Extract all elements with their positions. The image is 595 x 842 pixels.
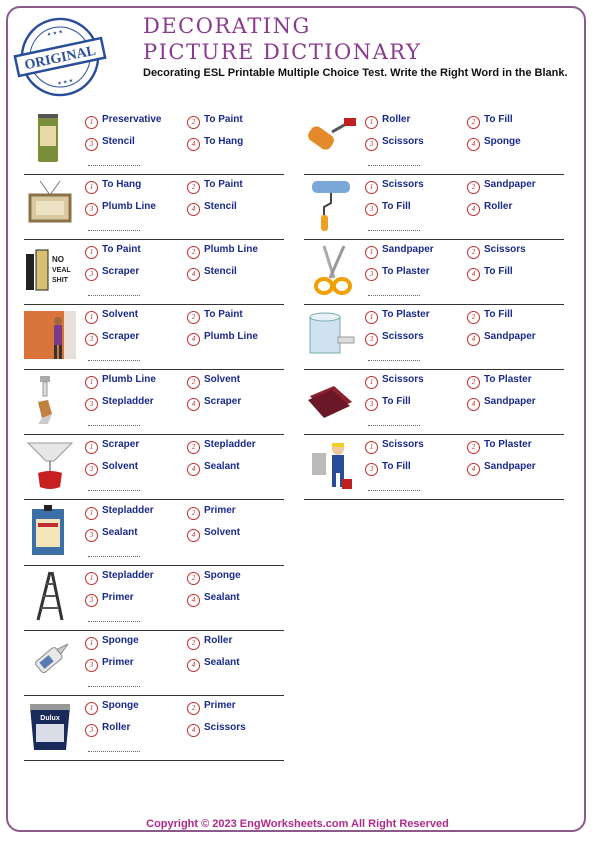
answer-option[interactable]: Sandpaper	[382, 244, 434, 255]
answer-option[interactable]: To Hang	[102, 179, 142, 190]
option-number-3: 3	[365, 268, 378, 281]
answer-option[interactable]: Roller	[484, 201, 513, 212]
answer-option[interactable]: Primer	[204, 700, 236, 711]
answer-option[interactable]: Stencil	[102, 136, 135, 147]
option-number-1: 1	[365, 441, 378, 454]
answer-option[interactable]: Sealant	[102, 527, 138, 538]
option-number-4: 4	[187, 138, 200, 151]
option-number-3: 3	[365, 398, 378, 411]
option-number-3: 3	[365, 138, 378, 151]
option-number-1: 1	[365, 246, 378, 259]
framed-picture-icon	[24, 177, 76, 233]
sealant-tube-icon	[24, 633, 76, 689]
option-number-3: 3	[85, 594, 98, 607]
option-number-3: 3	[85, 203, 98, 216]
left-question-1	[24, 112, 284, 175]
option-number-2: 2	[187, 637, 200, 650]
answer-option[interactable]: To Paint	[102, 244, 141, 255]
answer-option[interactable]: Plumb Line	[204, 244, 258, 255]
answer-option[interactable]: Stepladder	[102, 505, 154, 516]
right-question-4	[304, 307, 564, 370]
option-number-2: 2	[187, 441, 200, 454]
option-number-2: 2	[187, 116, 200, 129]
option-number-1: 1	[85, 181, 98, 194]
instructions: Decorating ESL Printable Multiple Choice Test. Write the Right Word in the Blank.	[143, 67, 568, 79]
answer-option[interactable]: Solvent	[204, 527, 241, 538]
answer-blank[interactable]	[88, 230, 140, 231]
option-number-4: 4	[187, 659, 200, 672]
option-number-1: 1	[85, 702, 98, 715]
answer-option[interactable]: Plumb Line	[204, 331, 258, 342]
option-number-4: 4	[187, 203, 200, 216]
answer-option[interactable]: Sandpaper	[484, 331, 536, 342]
option-number-3: 3	[85, 724, 98, 737]
left-question-4	[24, 307, 284, 370]
option-number-1: 1	[85, 246, 98, 259]
answer-option[interactable]: Scissors	[204, 722, 246, 733]
answer-blank[interactable]	[88, 490, 140, 491]
right-question-6	[304, 437, 564, 500]
answer-blank[interactable]	[88, 686, 140, 687]
answer-blank[interactable]	[368, 230, 420, 231]
left-question-5	[24, 372, 284, 435]
answer-option[interactable]: Scissors	[382, 439, 424, 450]
option-number-1: 1	[365, 311, 378, 324]
svg-text:★ ★ ★: ★ ★ ★	[56, 77, 74, 88]
option-number-2: 2	[467, 116, 480, 129]
option-number-1: 1	[365, 116, 378, 129]
svg-text:Dulux: Dulux	[40, 715, 60, 722]
answer-option[interactable]: Sponge	[484, 136, 521, 147]
option-number-1: 1	[85, 637, 98, 650]
option-number-4: 4	[467, 268, 480, 281]
answer-option[interactable]: Solvent	[204, 374, 241, 385]
answer-blank[interactable]	[88, 751, 140, 752]
answer-option[interactable]: To Plaster	[382, 266, 430, 277]
option-number-1: 1	[365, 376, 378, 389]
answer-option[interactable]: To Paint	[204, 179, 243, 190]
answer-option[interactable]: To Fill	[382, 201, 411, 212]
answer-option[interactable]: Scraper	[102, 266, 140, 277]
scissors-icon	[304, 242, 356, 298]
option-number-3: 3	[85, 138, 98, 151]
primer-bucket-icon	[24, 698, 76, 754]
answer-option[interactable]: To Paint	[204, 309, 243, 320]
option-number-2: 2	[187, 181, 200, 194]
answer-option[interactable]: Solvent	[102, 309, 139, 320]
answer-option[interactable]: Scissors	[484, 244, 526, 255]
option-number-1: 1	[85, 376, 98, 389]
answer-option[interactable]: Sponge	[102, 700, 139, 711]
stepladder-icon	[24, 568, 76, 624]
primer-can-icon	[24, 112, 76, 168]
left-question-3	[24, 242, 284, 305]
answer-option[interactable]: To Fill	[382, 461, 411, 472]
option-number-4: 4	[187, 268, 200, 281]
option-number-4: 4	[467, 203, 480, 216]
answer-option[interactable]: Scissors	[382, 136, 424, 147]
option-number-4: 4	[187, 398, 200, 411]
option-number-1: 1	[85, 507, 98, 520]
answer-blank[interactable]	[88, 360, 140, 361]
option-number-3: 3	[85, 659, 98, 672]
option-number-1: 1	[85, 572, 98, 585]
answer-option[interactable]: Roller	[102, 722, 131, 733]
answer-option[interactable]: Scraper	[204, 396, 242, 407]
option-number-4: 4	[187, 724, 200, 737]
answer-option[interactable]: Stepladder	[102, 570, 154, 581]
left-question-6	[24, 437, 284, 500]
answer-option[interactable]: Plumb Line	[102, 201, 156, 212]
answer-option[interactable]: Scissors	[382, 374, 424, 385]
page-title-line1: DECORATING	[143, 14, 311, 38]
svg-text:ORIGINAL: ORIGINAL	[23, 43, 98, 74]
svg-text:★ ★ ★: ★ ★ ★	[46, 28, 64, 39]
option-number-3: 3	[85, 333, 98, 346]
plumb-bob-icon	[24, 437, 76, 493]
option-number-4: 4	[187, 463, 200, 476]
option-number-2: 2	[467, 246, 480, 259]
left-question-9	[24, 633, 284, 696]
option-number-2: 2	[187, 702, 200, 715]
stencil-icon	[24, 242, 76, 298]
answer-option[interactable]: Primer	[102, 592, 134, 603]
right-question-2	[304, 177, 564, 240]
answer-blank[interactable]	[368, 490, 420, 491]
answer-option[interactable]: To Plaster	[382, 309, 430, 320]
answer-blank[interactable]	[88, 621, 140, 622]
svg-text:NO: NO	[52, 255, 64, 264]
answer-option[interactable]: Primer	[102, 657, 134, 668]
right-question-1	[304, 112, 564, 175]
painter-on-wall-icon	[24, 307, 76, 363]
left-question-8	[24, 568, 284, 631]
option-number-2: 2	[187, 311, 200, 324]
answer-blank[interactable]	[368, 165, 420, 166]
sandpaper-icon	[304, 372, 356, 428]
option-number-2: 2	[187, 246, 200, 259]
scraper-tools-icon	[24, 372, 76, 428]
plasterer-icon	[304, 437, 356, 493]
roller-yellow-icon	[304, 177, 356, 233]
option-number-3: 3	[365, 333, 378, 346]
answer-option[interactable]: Solvent	[102, 461, 139, 472]
answer-option[interactable]: To Paint	[204, 114, 243, 125]
answer-blank[interactable]	[88, 165, 140, 166]
answer-blank[interactable]	[368, 425, 420, 426]
svg-text:VEAL: VEAL	[52, 267, 71, 274]
answer-option[interactable]: To Fill	[484, 266, 513, 277]
left-question-2	[24, 177, 284, 240]
answer-option[interactable]: To Plaster	[484, 374, 532, 385]
answer-option[interactable]: To Fill	[382, 396, 411, 407]
option-number-3: 3	[85, 529, 98, 542]
copyright-footer: Copyright © 2023 EngWorksheets.com All Right Reserved	[146, 818, 449, 830]
option-number-2: 2	[187, 376, 200, 389]
answer-option[interactable]: Stencil	[204, 266, 237, 277]
option-number-3: 3	[85, 463, 98, 476]
right-question-5	[304, 372, 564, 435]
paint-roller-icon	[304, 112, 356, 168]
answer-option[interactable]: Roller	[382, 114, 411, 125]
answer-option[interactable]: Preservative	[102, 114, 162, 125]
answer-blank[interactable]	[88, 295, 140, 296]
svg-text:SHIT: SHIT	[52, 277, 68, 284]
answer-option[interactable]: Sandpaper	[484, 179, 536, 190]
answer-option[interactable]: Stepladder	[102, 396, 154, 407]
page-title-line2: PICTURE DICTIONARY	[143, 40, 422, 64]
option-number-2: 2	[467, 441, 480, 454]
option-number-2: 2	[187, 572, 200, 585]
option-number-2: 2	[467, 311, 480, 324]
answer-blank[interactable]	[88, 556, 140, 557]
option-number-4: 4	[467, 463, 480, 476]
answer-option[interactable]: Roller	[204, 635, 233, 646]
answer-option[interactable]: To Plaster	[484, 439, 532, 450]
option-number-4: 4	[187, 333, 200, 346]
answer-option[interactable]: Sandpaper	[484, 461, 536, 472]
option-number-2: 2	[467, 376, 480, 389]
original-stamp-icon	[12, 12, 108, 102]
option-number-4: 4	[187, 529, 200, 542]
answer-option[interactable]: Sponge	[204, 570, 241, 581]
option-number-3: 3	[365, 463, 378, 476]
answer-option[interactable]: Stencil	[204, 201, 237, 212]
answer-option[interactable]: To Fill	[484, 309, 513, 320]
option-number-3: 3	[85, 398, 98, 411]
answer-option[interactable]: Sealant	[204, 461, 240, 472]
left-question-10	[24, 698, 284, 761]
answer-option[interactable]: To Fill	[484, 114, 513, 125]
option-number-2: 2	[467, 181, 480, 194]
right-question-3	[304, 242, 564, 305]
option-number-4: 4	[467, 398, 480, 411]
answer-option[interactable]: Plumb Line	[102, 374, 156, 385]
answer-option[interactable]: Primer	[204, 505, 236, 516]
option-number-1: 1	[85, 116, 98, 129]
answer-option[interactable]: Sponge	[102, 635, 139, 646]
answer-option[interactable]: Sandpaper	[484, 396, 536, 407]
answer-option[interactable]: Scissors	[382, 331, 424, 342]
option-number-3: 3	[85, 268, 98, 281]
answer-blank[interactable]	[88, 425, 140, 426]
option-number-1: 1	[85, 441, 98, 454]
answer-option[interactable]: Sealant	[204, 657, 240, 668]
answer-blank[interactable]	[368, 295, 420, 296]
answer-option[interactable]: Scraper	[102, 439, 140, 450]
option-number-1: 1	[365, 181, 378, 194]
left-question-7	[24, 503, 284, 566]
option-number-2: 2	[187, 507, 200, 520]
answer-option[interactable]: To Hang	[204, 136, 244, 147]
option-number-3: 3	[365, 203, 378, 216]
option-number-4: 4	[187, 594, 200, 607]
option-number-4: 4	[467, 138, 480, 151]
solvent-can-icon	[24, 503, 76, 559]
answer-option[interactable]: Sealant	[204, 592, 240, 603]
filler-tub-icon	[304, 307, 356, 363]
answer-option[interactable]: Scraper	[102, 331, 140, 342]
answer-blank[interactable]	[368, 360, 420, 361]
option-number-1: 1	[85, 311, 98, 324]
option-number-4: 4	[467, 333, 480, 346]
answer-option[interactable]: Stepladder	[204, 439, 256, 450]
answer-option[interactable]: Scissors	[382, 179, 424, 190]
